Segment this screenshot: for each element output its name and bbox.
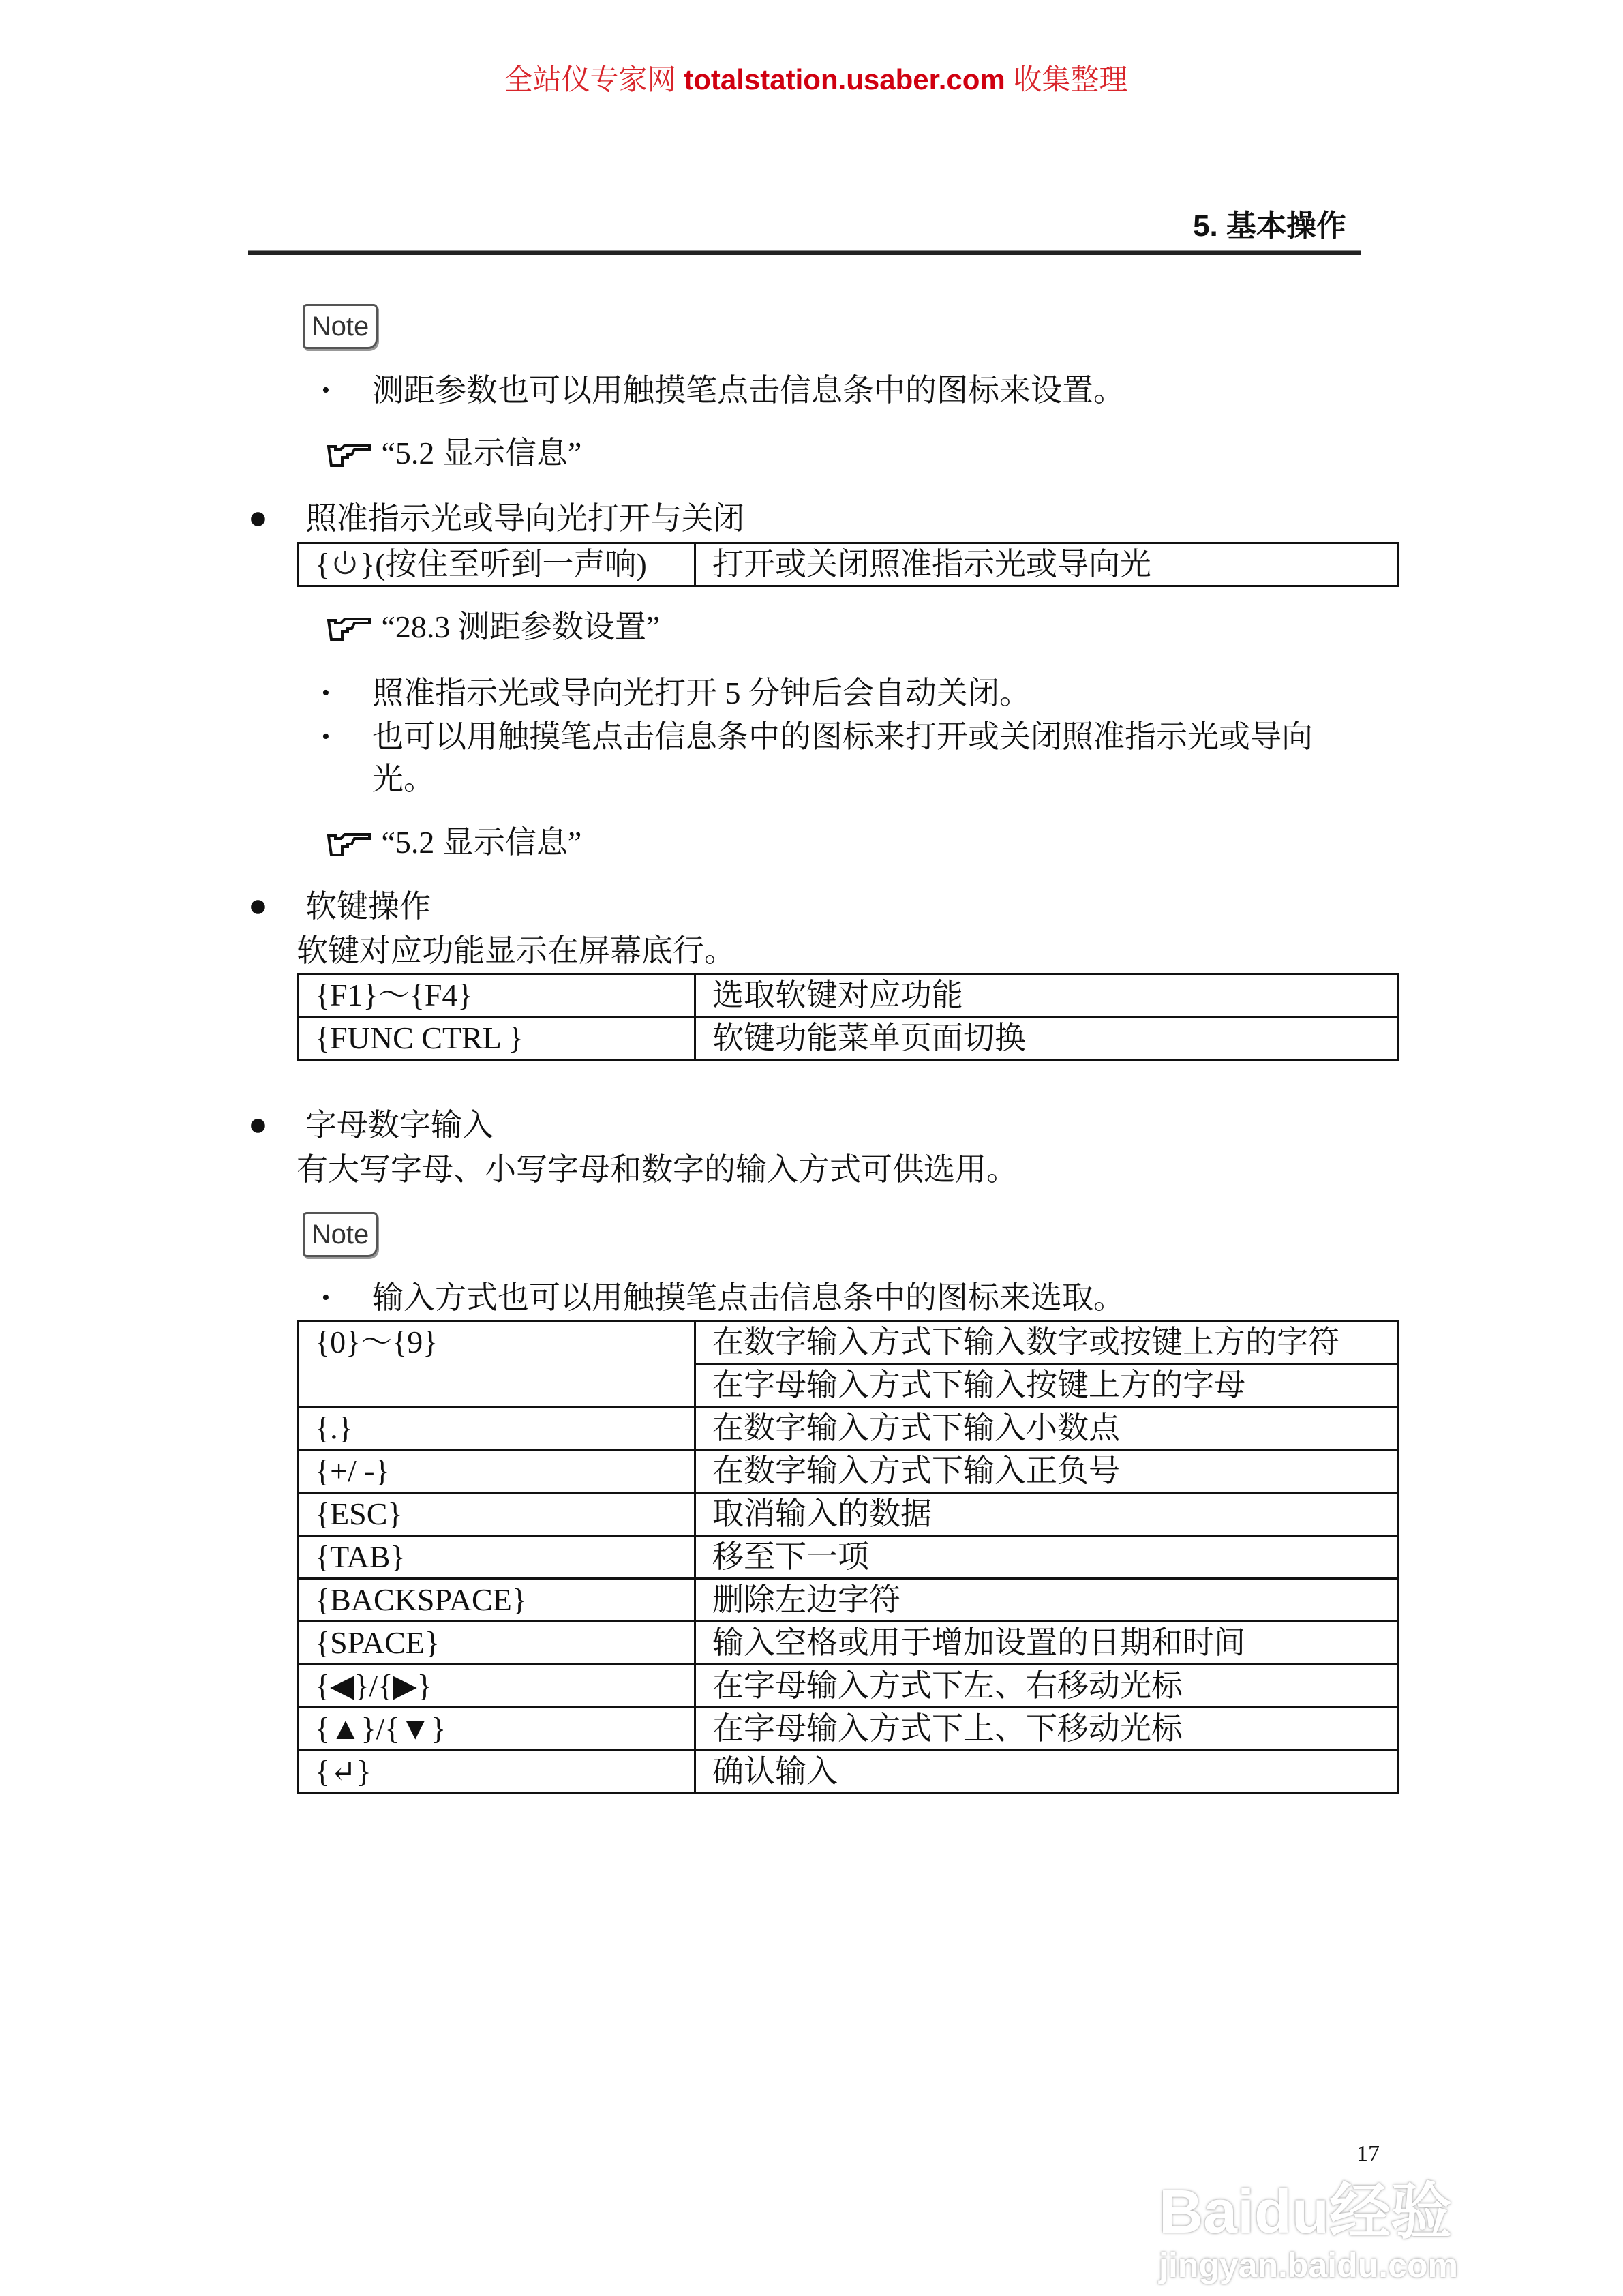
table-row <box>298 1407 1398 1450</box>
value-cell: 在数字输入方式下输入小数点 <box>695 1407 1398 1450</box>
note-bullet: 测距参数也可以用触摸笔点击信息条中的图标来设置。 <box>372 373 1125 408</box>
reference-link[interactable] <box>326 611 660 644</box>
value-cell: 软键功能菜单页面切换 <box>695 1017 1398 1060</box>
section-bullet-icon: ● <box>248 1106 268 1143</box>
bullet-icon: • <box>322 378 330 403</box>
value-cell: 删除左边字符 <box>695 1579 1398 1622</box>
key-cell: {F1}～{F4} <box>298 974 695 1017</box>
note-bullet: 输入方式也可以用触摸笔点击信息条中的图标来选取。 <box>372 1280 1125 1315</box>
watermark-brand: Baidu经验 <box>1159 2178 1453 2246</box>
key-cell: {0}～{9} <box>298 1321 695 1407</box>
reference-link[interactable] <box>326 438 581 470</box>
key-cell: {BACKSPACE} <box>298 1579 695 1622</box>
key-cell: {SPACE} <box>298 1622 695 1665</box>
reference-text: “5.2 显示信息” <box>381 436 582 470</box>
power-icon <box>330 549 360 579</box>
section-title: 照准指示光或导向光打开与关闭 <box>305 501 744 536</box>
key-cell: {▲}/{▼} <box>298 1708 695 1751</box>
bullet-icon: • <box>322 680 330 706</box>
reference-text: “28.3 测距参数设置” <box>381 609 661 644</box>
value-cell: 输入空格或用于增加设置的日期和时间 <box>695 1622 1398 1665</box>
table-row <box>298 1017 1398 1060</box>
section-title: 软键操作 <box>305 889 431 924</box>
reference-text: “5.2 显示信息” <box>381 825 582 860</box>
table-row <box>298 1321 1398 1364</box>
table-row <box>298 1579 1398 1622</box>
key-cell: {ESC} <box>298 1493 695 1536</box>
table-row <box>298 1751 1398 1794</box>
table-row <box>298 1536 1398 1579</box>
power-key-table <box>297 542 1399 587</box>
value-cell: 在字母输入方式下上、下移动光标 <box>695 1708 1398 1751</box>
table-row <box>298 1665 1398 1708</box>
header-prefix: 全站仪专家网 <box>504 63 676 95</box>
value-cell: 在字母输入方式下左、右移动光标 <box>695 1665 1398 1708</box>
key-cell: {TAB} <box>298 1536 695 1579</box>
header-rule <box>248 250 1361 255</box>
key-cell: {.} <box>298 1407 695 1450</box>
value-cell: 在数字输入方式下输入数字或按键上方的字符 <box>695 1321 1398 1364</box>
pointing-hand-icon <box>326 832 374 859</box>
table-row <box>298 543 1398 586</box>
bullet-text: 也可以用触摸笔点击信息条中的图标来打开或关闭照准指示光或导向 <box>372 719 1313 754</box>
value-cell: 取消输入的数据 <box>695 1493 1398 1536</box>
table-row <box>298 1493 1398 1536</box>
page-number: 17 <box>1356 2141 1380 2166</box>
table-row <box>298 1708 1398 1751</box>
note-icon: Note <box>303 304 378 349</box>
key-cell: { }(按住至听到一声响) <box>298 543 695 586</box>
value-cell: 移至下一项 <box>695 1536 1398 1579</box>
enter-key-cell: {↵} <box>298 1751 695 1794</box>
section-bullet-icon: ● <box>248 500 268 536</box>
section-description: 有大写字母、小写字母和数字的输入方式可供选用。 <box>297 1152 1018 1187</box>
table-row <box>298 1622 1398 1665</box>
value-cell: 在数字输入方式下输入正负号 <box>695 1450 1398 1493</box>
header-site: totalstation.usaber.com <box>684 63 1005 95</box>
value-cell: 打开或关闭照准指示光或导向光 <box>695 543 1398 586</box>
baidu-watermark <box>1159 2178 1458 2284</box>
pointing-hand-icon <box>326 442 374 470</box>
watermark-url: jingyan.baidu.com <box>1159 2246 1458 2284</box>
pointing-hand-icon <box>326 616 374 644</box>
reference-link[interactable] <box>326 827 581 859</box>
key-cell: {◀}/{▶} <box>298 1665 695 1708</box>
bullet-icon: • <box>322 1285 330 1310</box>
input-key-table <box>297 1320 1399 1794</box>
value-cell: 在字母输入方式下输入按键上方的字母 <box>695 1364 1398 1407</box>
section-title: 字母数字输入 <box>305 1108 494 1143</box>
bullet-text-continued: 光。 <box>372 761 435 796</box>
key-cell: {FUNC CTRL } <box>298 1017 695 1060</box>
table-row <box>298 974 1398 1017</box>
note-icon: Note <box>303 1212 378 1257</box>
section-bullet-icon: ● <box>248 888 268 924</box>
key-cell: {+/ -} <box>298 1450 695 1493</box>
value-cell: 确认输入 <box>695 1751 1398 1794</box>
bullet-text: 照准指示光或导向光打开 5 分钟后会自动关闭。 <box>372 676 1031 710</box>
table-row <box>298 1450 1398 1493</box>
section-description: 软键对应功能显示在屏幕底行。 <box>297 933 735 968</box>
value-cell: 选取软键对应功能 <box>695 974 1398 1017</box>
key-suffix: (按住至听到一声响) <box>375 547 647 581</box>
chapter-title: 5. 基本操作 <box>1193 209 1346 243</box>
softkey-table <box>297 973 1399 1061</box>
bullet-icon: • <box>322 724 330 749</box>
source-header <box>0 65 1623 94</box>
header-suffix: 收集整理 <box>1013 63 1128 95</box>
